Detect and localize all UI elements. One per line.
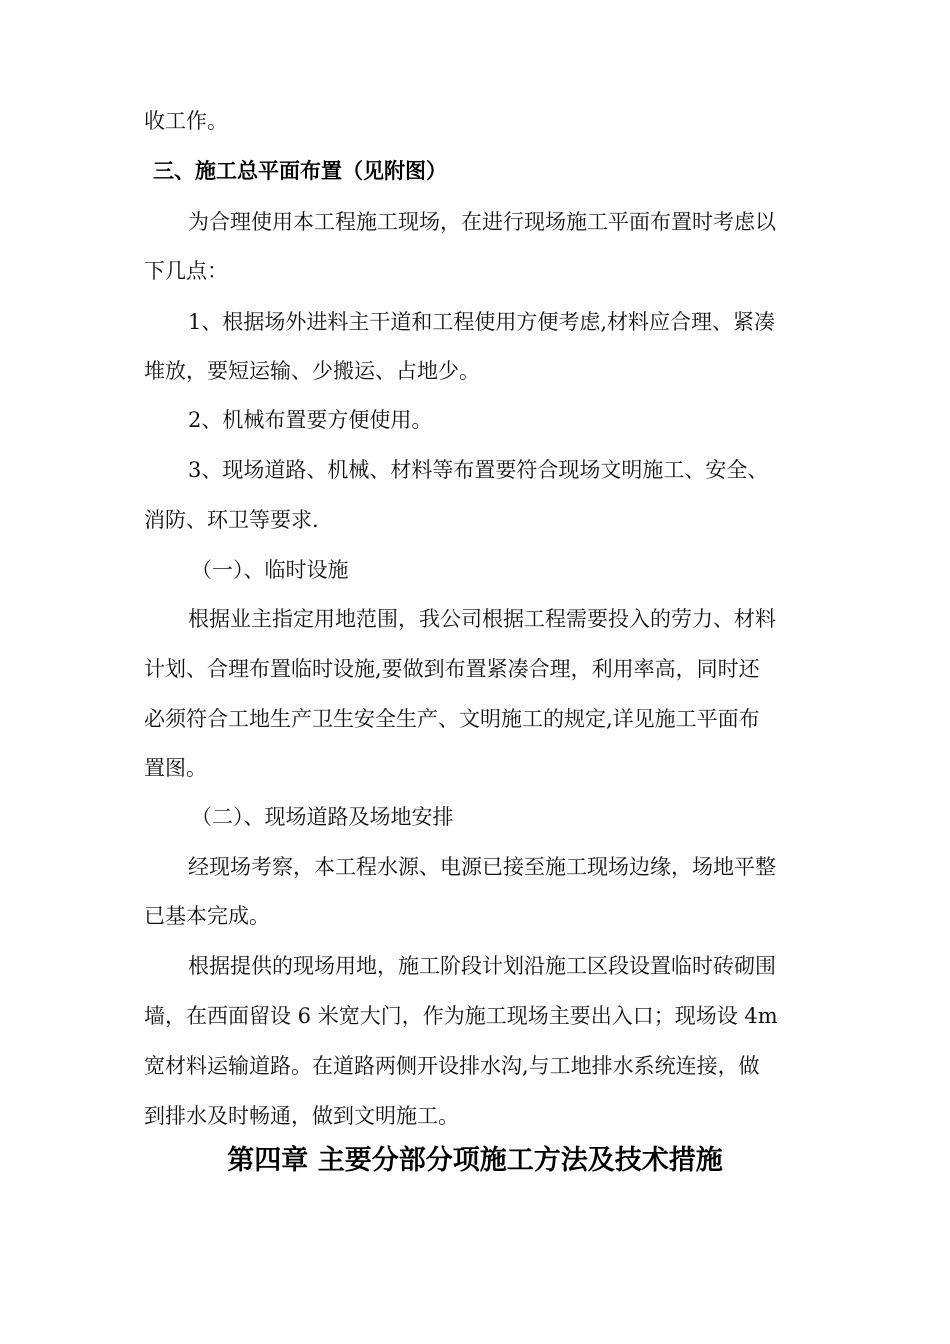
text-line: 计划、合理布置临时设施,要做到布置紧凑合理，利用率高，同时还 <box>144 657 760 681</box>
text-line: 消防、环卫等要求. <box>144 508 319 532</box>
text-line: 3、现场道路、机械、材料等布置要符合现场文明施工、安全、 <box>188 458 769 482</box>
text-line: 为合理使用本工程施工现场，在进行现场施工平面布置时考虑以 <box>188 210 776 234</box>
text-line: 置图。 <box>144 756 207 780</box>
text-line: 已基本完成。 <box>144 904 270 928</box>
text-line: 经现场考察，本工程水源、电源已接至施工现场边缘，场地平整 <box>188 855 776 879</box>
chapter-heading: 第四章 主要分部分项施工方法及技术措施 <box>227 1145 723 1176</box>
text-line: 根据提供的现场用地，施工阶段计划沿施工区段设置临时砖砌围 <box>188 954 776 978</box>
section-heading: 三、施工总平面布置（见附图） <box>153 158 447 183</box>
text-line: 1、根据场外进料主干道和工程使用方便考虑,材料应合理、紧凑 <box>188 310 776 334</box>
text-line: 根据业主指定用地范围，我公司根据工程需要投入的劳力、材料 <box>188 607 776 631</box>
text-line: 堆放，要短运输、少搬运、占地少。 <box>144 359 480 383</box>
text-line: 下几点： <box>144 259 228 283</box>
text-line: 2、机械布置要方便使用。 <box>188 408 433 432</box>
subsection-heading: （二）、现场道路及场地安排 <box>191 805 454 829</box>
text-line: 收工作。 <box>144 109 228 133</box>
text-line: 墙，在西面留设 6 米宽大门，作为施工现场主要出入口；现场设 4m <box>144 1004 778 1028</box>
text-line: 到排水及时畅通，做到文明施工。 <box>144 1104 459 1128</box>
text-line: 必须符合工地生产卫生安全生产、文明施工的规定,详见施工平面布 <box>144 707 760 731</box>
text-line: 宽材料运输道路。在道路两侧开设排水沟,与工地排水系统连接，做 <box>144 1054 760 1078</box>
subsection-heading: （一）、临时设施 <box>191 558 349 582</box>
